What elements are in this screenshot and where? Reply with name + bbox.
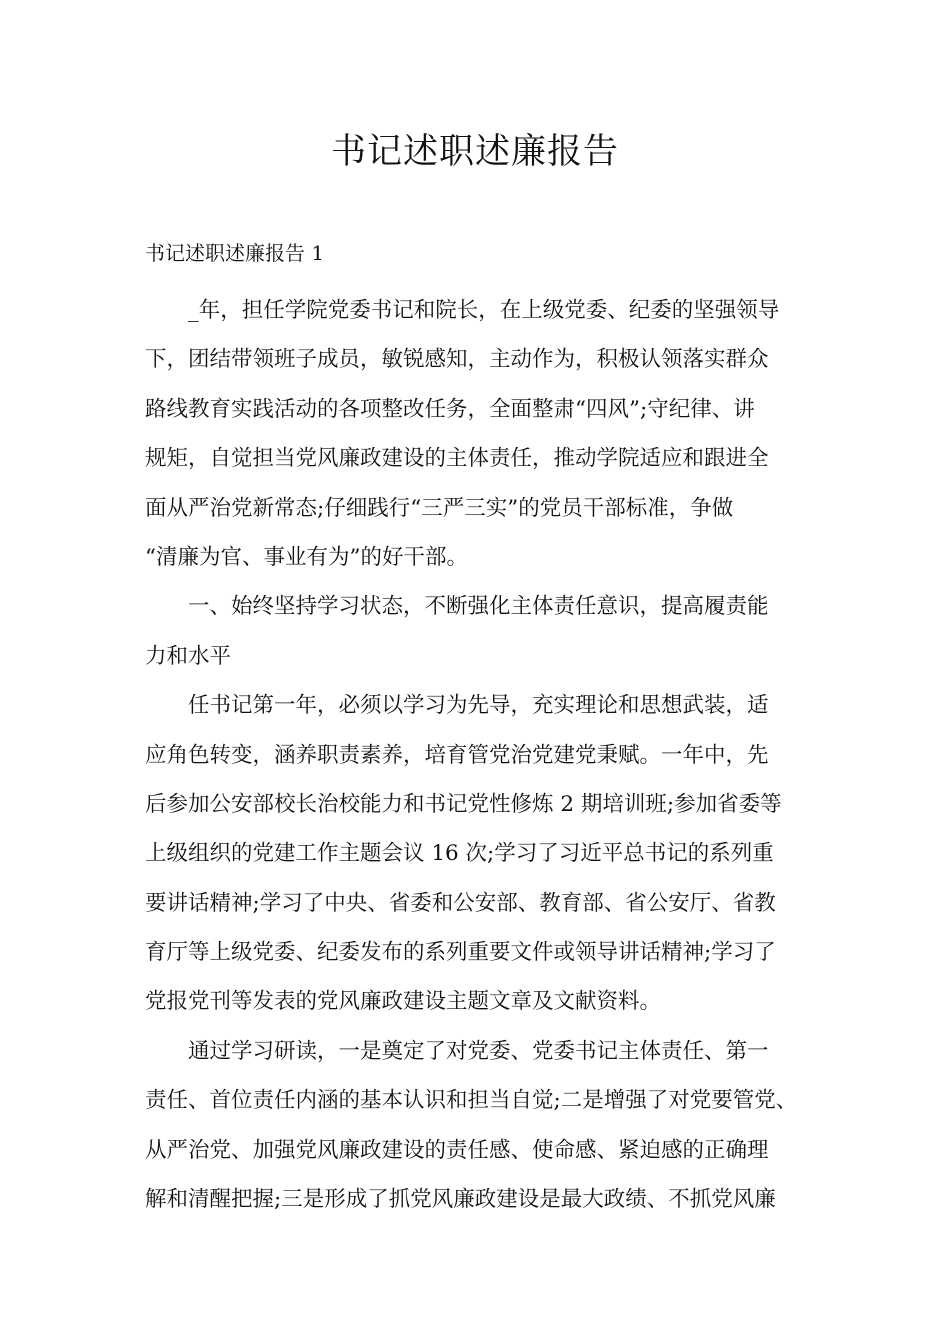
body-line: 从严治党、加强党风廉政建设的责任感、使命感、紧迫感的正确理 (145, 1137, 769, 1163)
body-line: 路线教育实践活动的各项整改任务，全面整肃“四风”;守纪律、讲 (145, 396, 755, 422)
body-line: 下，团结带领班子成员，敏锐感知，主动作为，积极认领落实群众 (145, 347, 769, 373)
body-line: 上级组织的党建工作主题会议 16 次;学习了习近平总书记的系列重 (145, 841, 774, 867)
report-subtitle: 书记述职述廉报告 1 (145, 241, 325, 265)
body-line: 规矩，自觉担当党风廉政建设的主体责任，推动学院适应和跟进全 (145, 446, 769, 472)
body-line: 责任、首位责任内涵的基本认识和担当自觉;二是增强了对党要管党、 (145, 1088, 798, 1114)
body-line: _年，担任学院党委书记和院长，在上级党委、纪委的坚强领导 (188, 298, 780, 323)
body-line: 一、始终坚持学习状态，不断强化主体责任意识，提高履责能 (188, 594, 769, 620)
body-line: 后参加公安部校长治校能力和书记党性修炼 2 期培训班;参加省委等 (145, 791, 782, 817)
body-line: 要讲话精神;学习了中央、省委和公安部、教育部、省公安厅、省教 (145, 890, 776, 916)
body-line: 育厅等上级党委、纪委发布的系列重要文件或领导讲话精神;学习了 (145, 940, 776, 966)
body-line: 党报党刊等发表的党风廉政建设主题文章及文献资料。 (145, 989, 662, 1015)
body-line: 力和水平 (145, 643, 232, 669)
body-line: 解和清醒把握;三是形成了抓党风廉政建设是最大政绩、不抓党风廉 (145, 1187, 776, 1213)
document-title: 书记述职述廉报告 (330, 132, 619, 172)
body-line: 面从严治党新常态;仔细践行“三严三实”的党员干部标准，争做 (145, 495, 734, 521)
body-line: 任书记第一年，必须以学习为先导，充实理论和思想武装，适 (188, 693, 769, 719)
body-line: 应角色转变，涵养职责素养，培育管党治党建党秉赋。一年中，先 (145, 742, 769, 768)
body-line: 通过学习研读，一是奠定了对党委、党委书记主体责任、第一 (188, 1038, 769, 1064)
body-line: “清廉为官、事业有为”的好干部。 (145, 544, 468, 570)
document-body (145, 286, 815, 1224)
